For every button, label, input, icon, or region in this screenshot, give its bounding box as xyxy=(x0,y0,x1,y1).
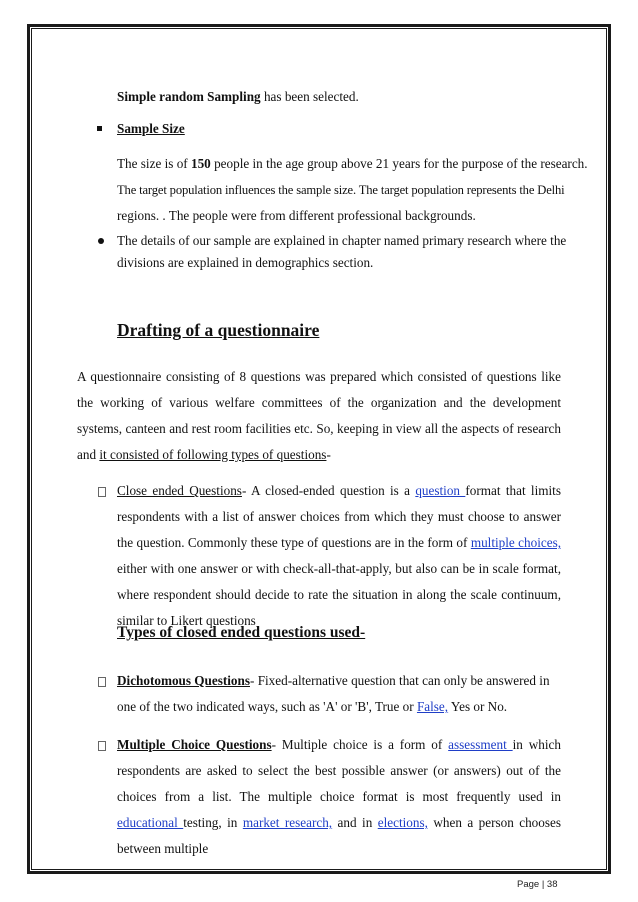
drafting-text: A questionnaire consisting of 8 questions was prepared which consisted of questions like the working of various welfare committees of the organization and the development systems, canteen and rest room facilities etc. So, keeping in view all the aspects of research and xyxy=(77,369,561,462)
drafting-end: - xyxy=(326,447,331,462)
mc-text-4: and in xyxy=(332,815,378,830)
sample-size-line-3: regions. . The people were from different professional backgrounds. xyxy=(117,208,476,223)
dichotomous-text-2: Yes or No. xyxy=(448,699,508,714)
sampling-method: Simple random Sampling xyxy=(117,89,261,104)
sample-size-line-2: The target population influences the sample size. The target population represents the Delhi xyxy=(117,183,565,197)
mc-text-3: testing, in xyxy=(183,815,243,830)
close-ended-label: Close ended Questions xyxy=(117,483,242,498)
multiple-choice-para xyxy=(117,732,561,862)
mc-text-5: when a person chooses between multiple xyxy=(117,815,561,856)
sample-size-heading: Sample Size xyxy=(117,121,185,136)
mc-text-2: in which respondents are asked to select the best possible answer (or answers) out of the choices from a list. The multiple choice format is most frequently used in xyxy=(117,737,561,804)
sample-count: 150 xyxy=(190,156,211,171)
drafting-underlined: it consisted of following types of questions xyxy=(99,447,327,462)
line1-post: people in the age group above 21 years for the purpose of the research. xyxy=(210,156,588,171)
educational-link[interactable]: educational xyxy=(117,815,184,830)
mc-text-1: - Multiple choice is a form of xyxy=(271,737,449,752)
multiple-choice-label: Multiple Choice Questions xyxy=(117,737,272,752)
square-bullet-icon xyxy=(97,126,102,131)
close-ended-text-2: format that limits respondents with a list of answer choices from which they must choose to answer the question. Commonly these type of questions are in the form of xyxy=(117,483,561,550)
checkbox-bullet-icon xyxy=(98,677,106,687)
sample-size-para xyxy=(117,151,588,229)
dichotomous-text-1: - Fixed-alternative question that can only be answered in one of the two indicated ways, such as 'A' or 'B', True or xyxy=(117,673,550,714)
details-line-2: divisions are explained in demographics section. xyxy=(117,255,374,270)
sample-size-line-1 xyxy=(117,151,588,177)
line1-pre: The size is of xyxy=(117,156,191,171)
page-number: Page | 38 xyxy=(517,879,558,890)
elections-link[interactable]: elections, xyxy=(377,815,428,830)
question-link[interactable]: question xyxy=(415,483,466,498)
close-ended-text-1: - A closed-ended question is a xyxy=(241,483,416,498)
market-research-link[interactable]: market research, xyxy=(242,815,333,830)
close-ended-para xyxy=(117,478,561,634)
details-line-1: The details of our sample are explained in chapter named primary research where the xyxy=(117,233,567,248)
dichotomous-para xyxy=(117,668,561,720)
sampling-line xyxy=(117,86,359,108)
multiple-choices-link[interactable]: multiple choices, xyxy=(470,535,561,550)
round-bullet-icon xyxy=(98,238,104,244)
dichotomous-label: Dichotomous Questions xyxy=(117,673,250,688)
types-heading: Types of closed ended questions used- xyxy=(117,624,366,641)
sampling-rest: has been selected. xyxy=(260,89,359,104)
drafting-heading: Drafting of a questionnaire xyxy=(117,320,320,340)
drafting-para xyxy=(77,364,561,468)
assessment-link[interactable]: assessment xyxy=(448,737,513,752)
checkbox-bullet-icon xyxy=(98,487,106,497)
false-link[interactable]: False, xyxy=(416,699,449,714)
checkbox-bullet-icon xyxy=(98,741,106,751)
close-ended-text-3: either with one answer or with check-all-that-apply, but also can be in scale format, where respondent should decide to rate the situation in along the scale continuum, similar to Likert questions xyxy=(117,561,561,628)
details-para xyxy=(117,230,566,274)
